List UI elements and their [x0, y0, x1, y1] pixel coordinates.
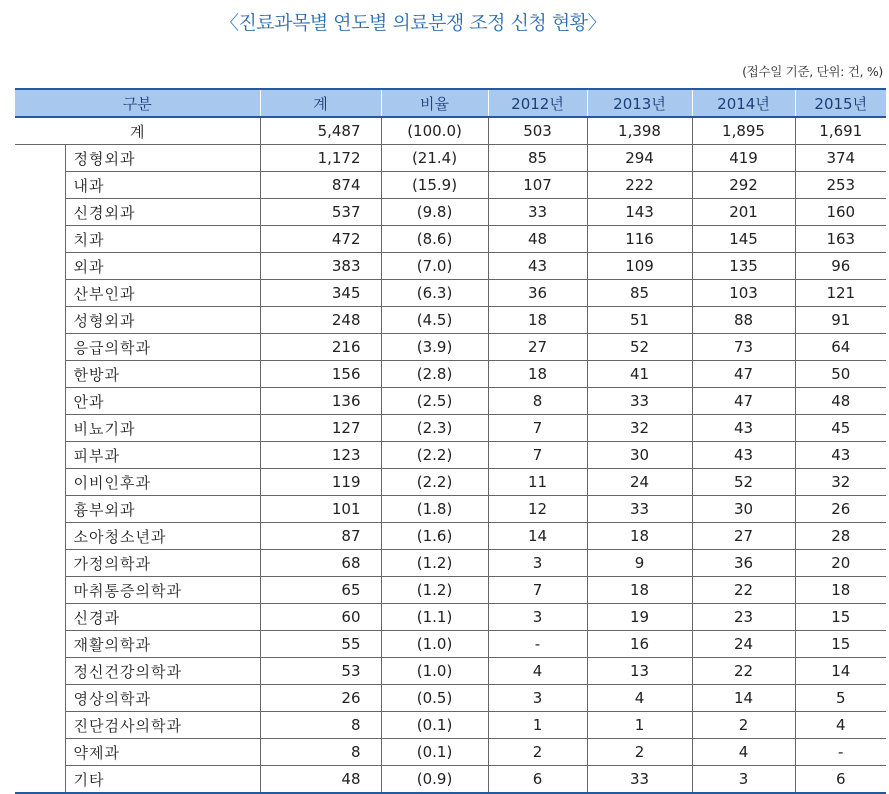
header-2013: 2013년: [587, 89, 692, 117]
header-ratio: 비율: [381, 89, 488, 117]
header-row: [15, 89, 886, 117]
row-indent: [15, 226, 65, 253]
total-2013: 1,398: [587, 117, 692, 145]
row-2013: 51: [587, 307, 692, 334]
row-indent: [15, 253, 65, 280]
row-2014: 47: [692, 388, 795, 415]
row-2013: 33: [587, 766, 692, 794]
row-2012: 27: [488, 334, 587, 361]
row-total: 8: [260, 739, 381, 766]
row-total: 101: [260, 496, 381, 523]
row-2014: 88: [692, 307, 795, 334]
row-ratio: (0.1): [381, 712, 488, 739]
row-2015: 374: [795, 145, 886, 172]
row-total: 216: [260, 334, 381, 361]
row-indent: [15, 658, 65, 685]
row-ratio: (0.5): [381, 685, 488, 712]
row-2013: 52: [587, 334, 692, 361]
row-2012: 85: [488, 145, 587, 172]
row-2013: 32: [587, 415, 692, 442]
row-indent: [15, 739, 65, 766]
row-2014: 3: [692, 766, 795, 794]
department-name: 마취통증의학과: [65, 577, 260, 604]
row-indent: [15, 766, 65, 794]
row-indent: [15, 712, 65, 739]
table-row: [15, 172, 886, 199]
row-total: 53: [260, 658, 381, 685]
table-row: [15, 604, 886, 631]
row-total: 55: [260, 631, 381, 658]
row-2014: 36: [692, 550, 795, 577]
row-2012: 107: [488, 172, 587, 199]
row-indent: [15, 685, 65, 712]
header-2012: 2012년: [488, 89, 587, 117]
table-row: [15, 712, 886, 739]
department-name: 응급의학과: [65, 334, 260, 361]
total-2014: 1,895: [692, 117, 795, 145]
row-total: 472: [260, 226, 381, 253]
table-row: [15, 496, 886, 523]
row-2014: 52: [692, 469, 795, 496]
row-2014: 43: [692, 415, 795, 442]
row-2015: 96: [795, 253, 886, 280]
row-2013: 30: [587, 442, 692, 469]
row-2012: 3: [488, 550, 587, 577]
table-row: [15, 469, 886, 496]
row-2014: 22: [692, 658, 795, 685]
row-ratio: (6.3): [381, 280, 488, 307]
table-row: [15, 685, 886, 712]
row-indent: [15, 550, 65, 577]
row-total: 68: [260, 550, 381, 577]
row-2015: 160: [795, 199, 886, 226]
row-2015: 253: [795, 172, 886, 199]
total-2012: 503: [488, 117, 587, 145]
row-2012: 3: [488, 604, 587, 631]
department-name: 정신건강의학과: [65, 658, 260, 685]
row-2015: 91: [795, 307, 886, 334]
row-2015: 121: [795, 280, 886, 307]
department-name: 영상의학과: [65, 685, 260, 712]
row-2012: 7: [488, 415, 587, 442]
table-row: [15, 577, 886, 604]
row-2015: 32: [795, 469, 886, 496]
row-ratio: (0.1): [381, 739, 488, 766]
dispute-table: [15, 88, 886, 794]
row-ratio: (1.1): [381, 604, 488, 631]
row-ratio: (8.6): [381, 226, 488, 253]
page-title: 〈진료과목별 연도별 의료분쟁 조정 신청 현황〉: [219, 12, 607, 34]
row-total: 60: [260, 604, 381, 631]
row-2015: 15: [795, 604, 886, 631]
row-2014: 30: [692, 496, 795, 523]
row-2014: 135: [692, 253, 795, 280]
row-total: 537: [260, 199, 381, 226]
row-2014: 419: [692, 145, 795, 172]
row-2014: 47: [692, 361, 795, 388]
row-2012: 36: [488, 280, 587, 307]
row-total: 383: [260, 253, 381, 280]
row-2013: 13: [587, 658, 692, 685]
row-indent: [15, 496, 65, 523]
department-name: 산부인과: [65, 280, 260, 307]
row-2014: 2: [692, 712, 795, 739]
department-name: 안과: [65, 388, 260, 415]
row-ratio: (1.0): [381, 658, 488, 685]
row-2013: 294: [587, 145, 692, 172]
table-row: [15, 307, 886, 334]
row-2014: 4: [692, 739, 795, 766]
total-ratio: (100.0): [381, 117, 488, 145]
row-indent: [15, 442, 65, 469]
total-2015: 1,691: [795, 117, 886, 145]
row-2013: 41: [587, 361, 692, 388]
row-2013: 109: [587, 253, 692, 280]
table-row: [15, 550, 886, 577]
row-2014: 201: [692, 199, 795, 226]
row-indent: [15, 361, 65, 388]
row-2013: 19: [587, 604, 692, 631]
row-2015: 28: [795, 523, 886, 550]
department-name: 피부과: [65, 442, 260, 469]
row-ratio: (2.5): [381, 388, 488, 415]
department-name: 내과: [65, 172, 260, 199]
table-row: [15, 361, 886, 388]
row-ratio: (21.4): [381, 145, 488, 172]
row-2012: 43: [488, 253, 587, 280]
row-indent: [15, 388, 65, 415]
row-2015: 45: [795, 415, 886, 442]
department-name: 비뇨기과: [65, 415, 260, 442]
department-name: 치과: [65, 226, 260, 253]
table-row: [15, 199, 886, 226]
row-2014: 73: [692, 334, 795, 361]
table-row: [15, 145, 886, 172]
table-row: [15, 739, 886, 766]
table-row: [15, 523, 886, 550]
row-total: 136: [260, 388, 381, 415]
row-indent: [15, 631, 65, 658]
department-name: 이비인후과: [65, 469, 260, 496]
row-ratio: (9.8): [381, 199, 488, 226]
department-name: 흉부외과: [65, 496, 260, 523]
table-row: [15, 415, 886, 442]
table-row: [15, 280, 886, 307]
row-2012: 2: [488, 739, 587, 766]
row-ratio: (1.2): [381, 577, 488, 604]
row-2015: 4: [795, 712, 886, 739]
row-total: 156: [260, 361, 381, 388]
row-2015: 26: [795, 496, 886, 523]
row-2014: 43: [692, 442, 795, 469]
total-label: 계: [15, 117, 260, 145]
department-name: 신경과: [65, 604, 260, 631]
department-name: 가정의학과: [65, 550, 260, 577]
row-ratio: (2.8): [381, 361, 488, 388]
row-ratio: (1.8): [381, 496, 488, 523]
row-2015: 20: [795, 550, 886, 577]
row-2014: 24: [692, 631, 795, 658]
department-name: 약제과: [65, 739, 260, 766]
row-2015: 64: [795, 334, 886, 361]
row-total: 874: [260, 172, 381, 199]
department-name: 신경외과: [65, 199, 260, 226]
row-ratio: (4.5): [381, 307, 488, 334]
row-2013: 33: [587, 388, 692, 415]
row-total: 1,172: [260, 145, 381, 172]
unit-note: (접수일 기준, 단위: 건, %): [742, 64, 883, 79]
row-total: 127: [260, 415, 381, 442]
row-2013: 16: [587, 631, 692, 658]
table-row: [15, 226, 886, 253]
department-name: 외과: [65, 253, 260, 280]
row-indent: [15, 577, 65, 604]
table-row: [15, 388, 886, 415]
row-2015: -: [795, 739, 886, 766]
department-name: 기타: [65, 766, 260, 794]
table-row: [15, 442, 886, 469]
row-2012: 3: [488, 685, 587, 712]
row-2012: 33: [488, 199, 587, 226]
row-indent: [15, 469, 65, 496]
row-2014: 22: [692, 577, 795, 604]
row-2012: -: [488, 631, 587, 658]
row-2012: 14: [488, 523, 587, 550]
row-2013: 222: [587, 172, 692, 199]
row-2015: 5: [795, 685, 886, 712]
row-2015: 14: [795, 658, 886, 685]
row-ratio: (1.6): [381, 523, 488, 550]
row-2012: 48: [488, 226, 587, 253]
department-name: 한방과: [65, 361, 260, 388]
row-2014: 23: [692, 604, 795, 631]
row-ratio: (0.9): [381, 766, 488, 794]
row-2015: 48: [795, 388, 886, 415]
row-ratio: (15.9): [381, 172, 488, 199]
row-total: 26: [260, 685, 381, 712]
row-2013: 85: [587, 280, 692, 307]
row-2013: 143: [587, 199, 692, 226]
header-category: 구분: [15, 89, 260, 117]
row-indent: [15, 523, 65, 550]
department-name: 소아청소년과: [65, 523, 260, 550]
row-2014: 292: [692, 172, 795, 199]
department-name: 재활의학과: [65, 631, 260, 658]
row-ratio: (1.2): [381, 550, 488, 577]
row-indent: [15, 145, 65, 172]
row-2012: 7: [488, 442, 587, 469]
row-indent: [15, 334, 65, 361]
row-ratio: (7.0): [381, 253, 488, 280]
row-2013: 24: [587, 469, 692, 496]
row-ratio: (2.2): [381, 442, 488, 469]
row-2012: 18: [488, 361, 587, 388]
row-2015: 50: [795, 361, 886, 388]
row-2013: 9: [587, 550, 692, 577]
row-ratio: (3.9): [381, 334, 488, 361]
row-2015: 15: [795, 631, 886, 658]
row-total: 48: [260, 766, 381, 794]
row-total: 248: [260, 307, 381, 334]
row-2015: 18: [795, 577, 886, 604]
total-row: [15, 117, 886, 145]
row-2012: 12: [488, 496, 587, 523]
row-2014: 27: [692, 523, 795, 550]
row-2012: 1: [488, 712, 587, 739]
row-total: 8: [260, 712, 381, 739]
row-indent: [15, 172, 65, 199]
row-total: 345: [260, 280, 381, 307]
row-2012: 4: [488, 658, 587, 685]
row-total: 123: [260, 442, 381, 469]
table-row: [15, 766, 886, 794]
table-row: [15, 658, 886, 685]
row-indent: [15, 280, 65, 307]
row-ratio: (2.3): [381, 415, 488, 442]
department-name: 정형외과: [65, 145, 260, 172]
row-indent: [15, 604, 65, 631]
row-2013: 4: [587, 685, 692, 712]
header-total: 계: [260, 89, 381, 117]
row-2012: 6: [488, 766, 587, 794]
table-row: [15, 631, 886, 658]
department-name: 진단검사의학과: [65, 712, 260, 739]
row-2012: 18: [488, 307, 587, 334]
row-indent: [15, 199, 65, 226]
row-total: 65: [260, 577, 381, 604]
row-2013: 116: [587, 226, 692, 253]
row-2015: 163: [795, 226, 886, 253]
row-2014: 14: [692, 685, 795, 712]
row-2013: 18: [587, 577, 692, 604]
row-indent: [15, 307, 65, 334]
row-2012: 7: [488, 577, 587, 604]
row-total: 87: [260, 523, 381, 550]
row-2015: 6: [795, 766, 886, 794]
header-2014: 2014년: [692, 89, 795, 117]
header-2015: 2015년: [795, 89, 886, 117]
row-indent: [15, 415, 65, 442]
row-2013: 2: [587, 739, 692, 766]
row-total: 119: [260, 469, 381, 496]
row-2013: 18: [587, 523, 692, 550]
row-2015: 43: [795, 442, 886, 469]
row-2012: 8: [488, 388, 587, 415]
row-ratio: (2.2): [381, 469, 488, 496]
total-total: 5,487: [260, 117, 381, 145]
department-name: 성형외과: [65, 307, 260, 334]
row-2013: 1: [587, 712, 692, 739]
row-2013: 33: [587, 496, 692, 523]
row-ratio: (1.0): [381, 631, 488, 658]
table-row: [15, 253, 886, 280]
row-2014: 103: [692, 280, 795, 307]
table-row: [15, 334, 886, 361]
row-2014: 145: [692, 226, 795, 253]
row-2012: 11: [488, 469, 587, 496]
